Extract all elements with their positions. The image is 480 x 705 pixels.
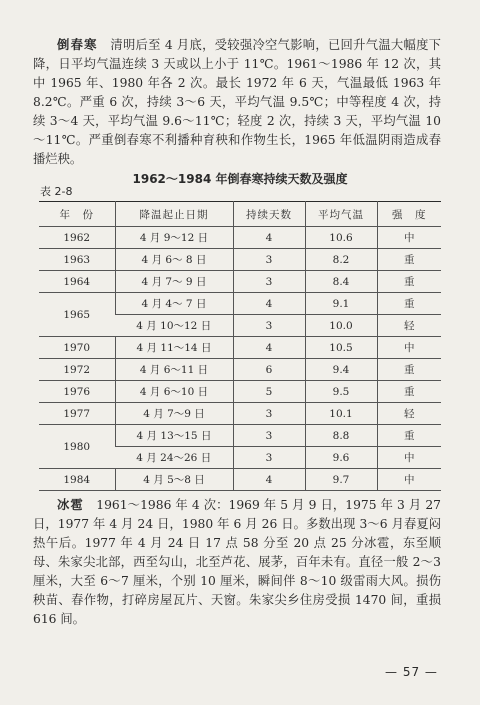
cell-year: 1970 — [39, 337, 115, 359]
cell-year: 1980 — [39, 425, 115, 469]
table-caption: 1962～1984 年倒春寒持续天数及强度 — [132, 172, 348, 186]
table-row — [39, 293, 441, 315]
cell-temp: 9.1 — [305, 293, 377, 315]
cell-date: 4 月 11～14 日 — [115, 337, 233, 359]
paragraph-late-spring-cold — [33, 36, 441, 169]
cell-level: 轻 — [377, 315, 441, 337]
table-row — [39, 425, 441, 447]
cell-days: 3 — [233, 249, 305, 271]
table-row — [39, 403, 441, 425]
cell-temp: 10.1 — [305, 403, 377, 425]
page-number: — 57 — — [385, 665, 438, 679]
header-date: 降温起止日期 — [115, 202, 233, 227]
cell-days: 4 — [233, 469, 305, 491]
table-row — [39, 227, 441, 249]
header-level: 强 度 — [377, 202, 441, 227]
cell-year: 1965 — [39, 293, 115, 337]
header-days: 持续天数 — [233, 202, 305, 227]
cell-temp: 9.6 — [305, 447, 377, 469]
cell-days: 5 — [233, 381, 305, 403]
cell-level: 重 — [377, 381, 441, 403]
paragraph-hail — [33, 496, 441, 629]
cell-year: 1977 — [39, 403, 115, 425]
term-late-spring-cold: 倒春寒 — [57, 38, 98, 52]
cold-spell-table — [39, 201, 441, 491]
table-header-row — [39, 202, 441, 227]
cell-date: 4 月 6～ 8 日 — [115, 249, 233, 271]
table-row — [39, 469, 441, 491]
cell-level: 轻 — [377, 403, 441, 425]
cell-temp: 8.2 — [305, 249, 377, 271]
cell-year: 1964 — [39, 271, 115, 293]
cell-days: 3 — [233, 425, 305, 447]
cell-date: 4 月 9～12 日 — [115, 227, 233, 249]
table-row — [39, 381, 441, 403]
cell-days: 3 — [233, 447, 305, 469]
cell-days: 3 — [233, 403, 305, 425]
cell-temp: 9.5 — [305, 381, 377, 403]
table-label: 表 2-8 — [40, 185, 73, 198]
cell-days: 4 — [233, 293, 305, 315]
cell-year: 1972 — [39, 359, 115, 381]
cell-level: 重 — [377, 293, 441, 315]
header-year: 年 份 — [39, 202, 115, 227]
table-row — [39, 271, 441, 293]
cell-level: 中 — [377, 337, 441, 359]
cell-level: 重 — [377, 249, 441, 271]
table-row — [39, 337, 441, 359]
cell-year: 1963 — [39, 249, 115, 271]
cell-temp: 8.4 — [305, 271, 377, 293]
cell-temp: 8.8 — [305, 425, 377, 447]
cell-date: 4 月 6～11 日 — [115, 359, 233, 381]
cell-temp: 9.4 — [305, 359, 377, 381]
paragraph-text: 清明后至 4 月底，受较强冷空气影响，已回升气温大幅度下降，日平均气温连续 3 天或以上小于 11℃。1961～1986 年 12 次，其中 1965 年、1980 年各 2 次。最长 1972 年 6 天，气温最低 1963 年 8.2℃。严重 6 次，持续 3～6 天，平均气温 9.5℃；中等程度 4 次，持续 3～4 天，平均气温 9.6～11℃；轻度 2 次，持续 3 天，平均气温 10～11℃。严重倒春寒不利播种育秧和作物生长，1965 年低温阴雨造成春播烂秧。 — [33, 38, 441, 166]
cell-level: 重 — [377, 359, 441, 381]
cell-days: 3 — [233, 271, 305, 293]
table-row — [39, 359, 441, 381]
cell-date: 4 月 13～15 日 — [115, 425, 233, 447]
cell-temp: 10.0 — [305, 315, 377, 337]
cell-level: 中 — [377, 227, 441, 249]
cell-level: 重 — [377, 425, 441, 447]
cell-temp: 9.7 — [305, 469, 377, 491]
cell-year: 1962 — [39, 227, 115, 249]
cell-date: 4 月 24～26 日 — [115, 447, 233, 469]
cell-date: 4 月 6～10 日 — [115, 381, 233, 403]
cell-level: 中 — [377, 447, 441, 469]
table-row — [39, 249, 441, 271]
cell-year: 1976 — [39, 381, 115, 403]
cell-date: 4 月 4～ 7 日 — [115, 293, 233, 315]
cell-level: 中 — [377, 469, 441, 491]
cell-date: 4 月 10～12 日 — [115, 315, 233, 337]
cell-days: 4 — [233, 337, 305, 359]
cell-year: 1984 — [39, 469, 115, 491]
cell-level: 重 — [377, 271, 441, 293]
header-temp: 平均气温 — [305, 202, 377, 227]
cell-temp: 10.6 — [305, 227, 377, 249]
cell-date: 4 月 7～9 日 — [115, 403, 233, 425]
paragraph-text: 1961～1986 年 4 次：1969 年 5 月 9 日，1975 年 3 月 27 日，1977 年 4 月 24 日，1980 年 6 月 26 日。多数出现 3～6 月春夏闷热午后。1977 年 4 月 24 日 17 点 58 分至 20 点 25 分冰雹，东至顺母、朱家尖北部，西至勾山，北至芦花、展茅，百年未有。直径一般 2～3 厘米，大至 6～7 厘米，个别 10 厘米，瞬间伴 8～10 级雷雨大风。损伤秧苗、春作物，打碎房屋瓦片、天窗。朱家尖乡住房受损 1470 间，重损 616 间。 — [33, 498, 441, 626]
cell-date: 4 月 5～8 日 — [115, 469, 233, 491]
term-hail: 冰雹 — [57, 498, 84, 512]
cell-days: 6 — [233, 359, 305, 381]
cell-temp: 10.5 — [305, 337, 377, 359]
cell-days: 3 — [233, 315, 305, 337]
cell-days: 4 — [233, 227, 305, 249]
cell-date: 4 月 7～ 9 日 — [115, 271, 233, 293]
